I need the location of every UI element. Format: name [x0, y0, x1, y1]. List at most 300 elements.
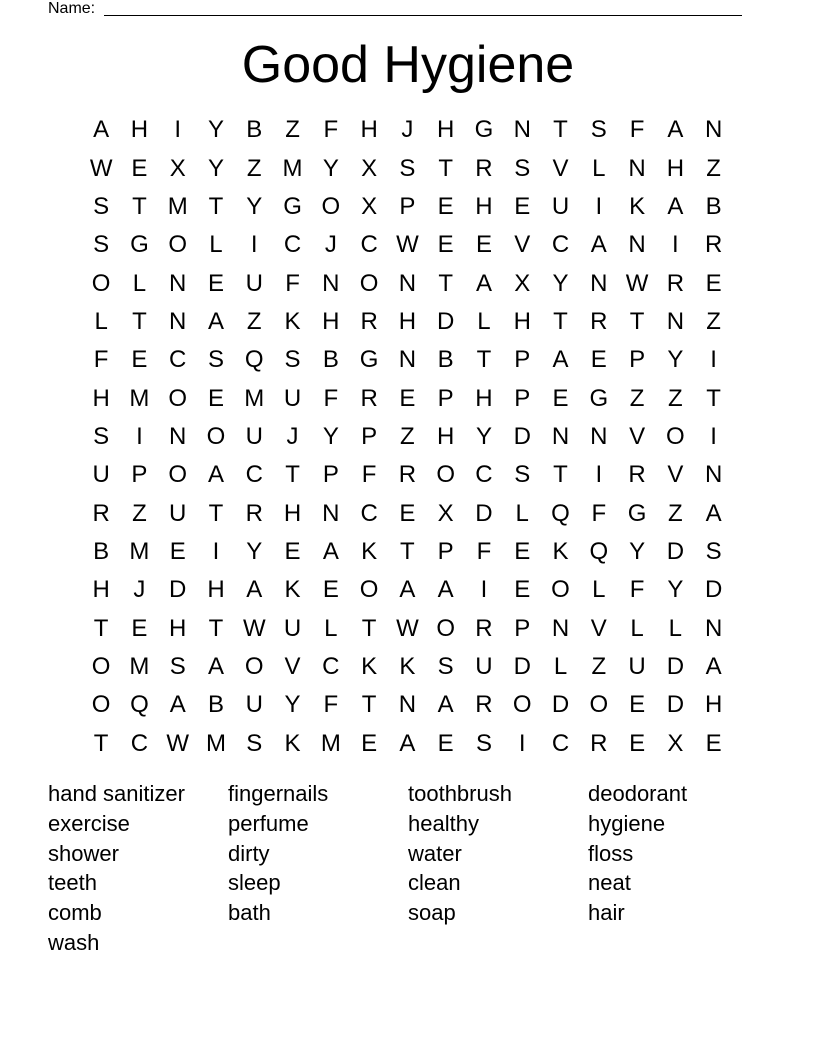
- grid-letter[interactable]: H: [360, 116, 378, 144]
- grid-letter[interactable]: Z: [246, 154, 262, 182]
- grid-letter[interactable]: S: [437, 652, 454, 680]
- grid-letter[interactable]: N: [322, 499, 340, 527]
- grid-letter[interactable]: D: [551, 691, 570, 719]
- grid-letter[interactable]: F: [323, 384, 339, 412]
- grid-letter[interactable]: V: [590, 614, 607, 642]
- grid-row: [82, 264, 733, 302]
- grid-letter[interactable]: R: [475, 154, 493, 182]
- grid-letter[interactable]: K: [629, 192, 646, 220]
- grid-letter[interactable]: A: [552, 346, 569, 374]
- grid-letter[interactable]: N: [590, 422, 608, 450]
- grid-letter[interactable]: B: [93, 537, 110, 565]
- grid-letter[interactable]: O: [666, 422, 685, 450]
- grid-letter[interactable]: F: [591, 499, 607, 527]
- grid-letter[interactable]: M: [129, 537, 150, 565]
- grid-row: [82, 303, 733, 341]
- grid-letter[interactable]: E: [437, 192, 454, 220]
- grid-letter[interactable]: X: [361, 192, 378, 220]
- grid-letter[interactable]: N: [704, 614, 723, 642]
- grid-letter[interactable]: U: [245, 422, 263, 450]
- grid-letter[interactable]: A: [207, 652, 224, 680]
- grid-letter[interactable]: E: [322, 576, 339, 604]
- grid-letter[interactable]: I: [710, 422, 717, 450]
- grid-letter[interactable]: X: [514, 269, 531, 297]
- grid-letter[interactable]: V: [629, 422, 646, 450]
- grid-letter[interactable]: M: [129, 652, 150, 680]
- grid-letter[interactable]: F: [323, 116, 339, 144]
- grid-letter[interactable]: O: [436, 461, 455, 489]
- grid-letter[interactable]: H: [475, 384, 493, 412]
- grid-letter[interactable]: E: [475, 231, 492, 259]
- grid-letter[interactable]: S: [284, 346, 301, 374]
- grid-row: [82, 341, 733, 379]
- grid-letter[interactable]: T: [208, 192, 224, 220]
- grid-letter[interactable]: X: [361, 154, 378, 182]
- grid-letter[interactable]: I: [518, 729, 526, 757]
- grid-letter[interactable]: E: [629, 729, 646, 757]
- grid-letter[interactable]: H: [322, 307, 340, 335]
- grid-letter[interactable]: H: [130, 116, 149, 144]
- grid-letter[interactable]: C: [130, 729, 149, 757]
- grid-letter[interactable]: W: [396, 614, 419, 642]
- grid-letter[interactable]: Y: [552, 269, 569, 297]
- grid-letter[interactable]: P: [514, 614, 531, 642]
- grid-letter[interactable]: C: [551, 231, 570, 259]
- grid-letter[interactable]: R: [360, 307, 378, 335]
- grid-letter[interactable]: L: [209, 231, 223, 259]
- grid-letter[interactable]: O: [359, 576, 379, 604]
- grid-row: [82, 648, 733, 686]
- grid-letter[interactable]: B: [246, 116, 263, 144]
- grid-letter[interactable]: E: [552, 384, 569, 412]
- grid-letter[interactable]: T: [553, 307, 568, 335]
- grid-letter[interactable]: E: [590, 346, 607, 374]
- grid-letter[interactable]: Y: [207, 116, 224, 144]
- grid-letter[interactable]: M: [129, 384, 150, 412]
- grid-letter[interactable]: U: [283, 384, 302, 412]
- grid-letter[interactable]: Y: [207, 154, 224, 182]
- grid-letter[interactable]: R: [360, 384, 378, 412]
- grid-letter[interactable]: H: [169, 614, 187, 642]
- grid-letter[interactable]: N: [398, 269, 417, 297]
- grid-letter[interactable]: C: [283, 231, 302, 259]
- grid-letter[interactable]: M: [167, 192, 188, 220]
- grid-letter[interactable]: T: [361, 691, 377, 719]
- grid-letter[interactable]: E: [361, 729, 378, 757]
- grid-letter[interactable]: U: [628, 652, 646, 680]
- grid-letter[interactable]: P: [322, 461, 339, 489]
- grid-letter[interactable]: O: [168, 231, 188, 259]
- grid-letter[interactable]: T: [400, 537, 415, 565]
- grid-letter[interactable]: B: [207, 691, 224, 719]
- grid-letter[interactable]: T: [285, 461, 300, 489]
- grid-letter[interactable]: A: [590, 231, 607, 259]
- grid-letter[interactable]: U: [169, 499, 187, 527]
- grid-letter[interactable]: K: [361, 652, 378, 680]
- grid-letter[interactable]: H: [704, 691, 723, 719]
- grid-letter[interactable]: O: [551, 576, 570, 604]
- grid-letter[interactable]: P: [437, 537, 454, 565]
- grid-letter[interactable]: O: [244, 652, 264, 680]
- grid-letter[interactable]: S: [475, 729, 492, 757]
- grid-letter[interactable]: T: [553, 116, 568, 144]
- grid-letter[interactable]: S: [590, 116, 607, 144]
- grid-letter[interactable]: D: [169, 576, 187, 604]
- grid-letter[interactable]: J: [133, 576, 146, 604]
- grid-letter[interactable]: A: [399, 729, 416, 757]
- grid-letter[interactable]: U: [245, 691, 263, 719]
- grid-letter[interactable]: N: [628, 231, 646, 259]
- grid-letter[interactable]: A: [667, 192, 684, 220]
- grid-letter[interactable]: E: [207, 384, 224, 412]
- grid-letter[interactable]: H: [666, 154, 685, 182]
- grid-letter[interactable]: S: [93, 422, 110, 450]
- grid-letter[interactable]: Y: [629, 537, 646, 565]
- grid-letter[interactable]: P: [131, 461, 148, 489]
- grid-letter[interactable]: R: [475, 614, 493, 642]
- grid-letter[interactable]: Q: [551, 499, 570, 527]
- grid-letter[interactable]: H: [92, 576, 110, 604]
- grid-letter[interactable]: N: [551, 614, 570, 642]
- grid-letter[interactable]: O: [168, 384, 188, 412]
- grid-letter[interactable]: H: [475, 192, 493, 220]
- grid-letter[interactable]: C: [360, 499, 378, 527]
- grid-letter[interactable]: W: [166, 729, 190, 757]
- grid-letter[interactable]: G: [589, 384, 609, 412]
- grid-letter[interactable]: M: [205, 729, 226, 757]
- grid-letter[interactable]: L: [668, 614, 683, 642]
- grid-letter[interactable]: U: [283, 614, 302, 642]
- grid-letter[interactable]: S: [705, 537, 722, 565]
- grid-letter[interactable]: E: [514, 537, 531, 565]
- grid-letter[interactable]: A: [437, 691, 454, 719]
- grid-letter[interactable]: K: [284, 729, 301, 757]
- grid-letter[interactable]: F: [629, 116, 645, 144]
- grid-letter[interactable]: C: [322, 652, 340, 680]
- word-list-item: perfume: [228, 810, 309, 836]
- grid-letter[interactable]: E: [284, 537, 301, 565]
- grid-letter[interactable]: E: [131, 614, 148, 642]
- grid-letter[interactable]: Y: [667, 346, 684, 374]
- grid-letter[interactable]: Z: [706, 154, 721, 182]
- grid-letter[interactable]: U: [92, 461, 110, 489]
- grid-letter[interactable]: S: [246, 729, 263, 757]
- grid-letter[interactable]: S: [399, 154, 416, 182]
- grid-letter[interactable]: F: [285, 269, 300, 297]
- grid-letter[interactable]: Y: [322, 154, 339, 182]
- grid-letter[interactable]: E: [399, 499, 416, 527]
- name-underline[interactable]: [104, 15, 742, 16]
- grid-letter[interactable]: Z: [706, 307, 721, 335]
- grid-letter[interactable]: R: [398, 461, 417, 489]
- grid-letter[interactable]: C: [551, 729, 570, 757]
- grid-letter[interactable]: O: [589, 691, 609, 719]
- grid-letter[interactable]: J: [324, 231, 337, 259]
- grid-letter[interactable]: Z: [246, 307, 262, 335]
- grid-letter[interactable]: E: [705, 269, 722, 297]
- grid-letter[interactable]: T: [208, 499, 224, 527]
- grid-letter[interactable]: H: [283, 499, 302, 527]
- grid-letter[interactable]: K: [284, 307, 301, 335]
- grid-letter[interactable]: P: [437, 384, 454, 412]
- grid-letter[interactable]: Z: [629, 384, 645, 412]
- grid-letter[interactable]: D: [437, 307, 455, 335]
- grid-letter[interactable]: E: [514, 192, 531, 220]
- grid-letter[interactable]: H: [207, 576, 225, 604]
- grid-letter[interactable]: E: [169, 537, 186, 565]
- grid-letter[interactable]: G: [130, 231, 149, 259]
- grid-letter[interactable]: P: [361, 422, 378, 450]
- grid-letter[interactable]: K: [361, 537, 378, 565]
- grid-letter[interactable]: R: [590, 729, 608, 757]
- grid-letter[interactable]: A: [399, 576, 416, 604]
- grid-letter[interactable]: O: [91, 691, 111, 719]
- word-list-item: hand sanitizer: [48, 781, 185, 806]
- grid-letter[interactable]: I: [174, 116, 182, 144]
- grid-letter[interactable]: G: [359, 346, 379, 374]
- grid-letter[interactable]: X: [169, 154, 186, 182]
- grid-letter[interactable]: N: [169, 307, 187, 335]
- grid-letter[interactable]: D: [513, 422, 531, 450]
- grid-letter[interactable]: L: [324, 614, 338, 642]
- grid-letter[interactable]: J: [401, 116, 414, 144]
- grid-letter[interactable]: Q: [589, 537, 609, 565]
- grid-letter[interactable]: A: [322, 537, 339, 565]
- grid-letter[interactable]: E: [514, 576, 531, 604]
- grid-letter[interactable]: W: [396, 231, 419, 259]
- grid-letter[interactable]: A: [207, 461, 224, 489]
- grid-letter[interactable]: N: [551, 422, 570, 450]
- grid-letter[interactable]: F: [629, 576, 645, 604]
- grid-row: [82, 188, 733, 226]
- grid-letter[interactable]: R: [92, 499, 110, 527]
- grid-letter[interactable]: D: [666, 652, 685, 680]
- grid-letter[interactable]: S: [514, 154, 531, 182]
- grid-letter[interactable]: L: [592, 154, 606, 182]
- grid-letter[interactable]: L: [94, 307, 108, 335]
- grid-letter[interactable]: I: [136, 422, 143, 450]
- grid-letter[interactable]: Z: [132, 499, 147, 527]
- grid-letter[interactable]: N: [398, 346, 417, 374]
- word-list-item: hygiene: [588, 810, 666, 836]
- grid-letter[interactable]: L: [553, 652, 568, 680]
- grid-letter[interactable]: U: [551, 192, 570, 220]
- grid-letter[interactable]: O: [436, 614, 455, 642]
- grid-letter[interactable]: R: [590, 307, 608, 335]
- grid-letter[interactable]: F: [476, 537, 492, 565]
- grid-letter[interactable]: T: [208, 614, 224, 642]
- grid-letter[interactable]: U: [475, 652, 493, 680]
- grid-letter[interactable]: T: [476, 346, 492, 374]
- grid-letter[interactable]: L: [515, 499, 529, 527]
- grid-letter[interactable]: H: [92, 384, 110, 412]
- grid-letter[interactable]: G: [627, 499, 647, 527]
- grid-letter[interactable]: L: [630, 614, 644, 642]
- grid-letter[interactable]: I: [480, 576, 488, 604]
- grid-letter[interactable]: Y: [246, 537, 263, 565]
- grid-letter[interactable]: T: [361, 614, 377, 642]
- grid-letter[interactable]: Z: [591, 652, 607, 680]
- grid-letter[interactable]: T: [93, 614, 109, 642]
- grid-letter[interactable]: D: [666, 691, 685, 719]
- grid-letter[interactable]: H: [437, 116, 455, 144]
- grid-letter[interactable]: O: [91, 652, 111, 680]
- grid-letter[interactable]: N: [398, 691, 417, 719]
- grid-letter[interactable]: R: [704, 231, 723, 259]
- grid-letter[interactable]: S: [93, 192, 110, 220]
- grid-letter[interactable]: Q: [244, 346, 264, 374]
- grid-letter[interactable]: T: [706, 384, 721, 412]
- grid-letter[interactable]: G: [474, 116, 494, 144]
- grid-letter[interactable]: R: [475, 691, 493, 719]
- grid-letter[interactable]: Z: [668, 384, 683, 412]
- grid-letter[interactable]: R: [666, 269, 685, 297]
- grid-letter[interactable]: S: [93, 231, 110, 259]
- grid-letter[interactable]: N: [513, 116, 531, 144]
- grid-letter[interactable]: V: [284, 652, 301, 680]
- grid-letter[interactable]: E: [437, 729, 454, 757]
- grid-letter[interactable]: S: [207, 346, 224, 374]
- grid-letter[interactable]: Y: [475, 422, 492, 450]
- grid-letter[interactable]: Z: [668, 499, 683, 527]
- grid-letter[interactable]: T: [93, 729, 109, 757]
- grid-letter[interactable]: D: [513, 652, 531, 680]
- grid-letter[interactable]: N: [704, 461, 723, 489]
- grid-letter[interactable]: I: [595, 461, 603, 489]
- grid-letter[interactable]: C: [169, 346, 187, 374]
- grid-letter[interactable]: L: [592, 576, 606, 604]
- grid-letter[interactable]: G: [283, 192, 302, 220]
- grid-letter[interactable]: A: [93, 116, 110, 144]
- grid-letter[interactable]: A: [437, 576, 454, 604]
- grid-letter[interactable]: N: [590, 269, 608, 297]
- grid-letter[interactable]: T: [629, 307, 645, 335]
- grid-letter[interactable]: F: [323, 691, 339, 719]
- grid-letter[interactable]: I: [212, 537, 220, 565]
- word-list-item: healthy: [408, 810, 479, 836]
- grid-letter[interactable]: E: [705, 729, 722, 757]
- grid-letter[interactable]: B: [322, 346, 339, 374]
- grid-letter[interactable]: F: [361, 461, 377, 489]
- grid-letter[interactable]: A: [207, 307, 224, 335]
- grid-letter[interactable]: K: [284, 576, 301, 604]
- grid-letter[interactable]: A: [705, 652, 722, 680]
- grid-letter[interactable]: O: [168, 461, 188, 489]
- grid-letter[interactable]: T: [438, 154, 453, 182]
- grid-letter[interactable]: O: [512, 691, 532, 719]
- grid-letter[interactable]: I: [250, 231, 258, 259]
- grid-letter[interactable]: P: [514, 346, 531, 374]
- grid-letter[interactable]: O: [359, 269, 379, 297]
- word-list-item: dirty: [228, 840, 270, 866]
- grid-letter[interactable]: C: [245, 461, 263, 489]
- grid-letter[interactable]: V: [552, 154, 569, 182]
- grid-letter[interactable]: Y: [322, 422, 339, 450]
- grid-letter[interactable]: I: [710, 346, 717, 374]
- grid-letter[interactable]: N: [628, 154, 646, 182]
- grid-letter[interactable]: Y: [246, 192, 263, 220]
- grid-letter[interactable]: X: [437, 499, 454, 527]
- grid-letter[interactable]: U: [245, 269, 263, 297]
- grid-letter[interactable]: A: [246, 576, 263, 604]
- grid-letter[interactable]: T: [553, 461, 568, 489]
- grid-letter[interactable]: P: [399, 192, 416, 220]
- grid-letter[interactable]: S: [169, 652, 186, 680]
- grid-letter[interactable]: M: [244, 384, 265, 412]
- grid-letter[interactable]: W: [89, 154, 113, 182]
- grid-letter[interactable]: O: [206, 422, 226, 450]
- grid-letter[interactable]: D: [475, 499, 493, 527]
- grid-letter[interactable]: Y: [667, 576, 684, 604]
- grid-letter[interactable]: N: [666, 307, 685, 335]
- grid-letter[interactable]: O: [91, 269, 111, 297]
- grid-letter[interactable]: E: [207, 269, 224, 297]
- grid-letter[interactable]: I: [672, 231, 679, 259]
- grid-letter[interactable]: Z: [400, 422, 415, 450]
- grid-letter[interactable]: N: [169, 269, 187, 297]
- grid-letter[interactable]: C: [475, 461, 493, 489]
- grid-letter[interactable]: A: [169, 691, 186, 719]
- grid-letter[interactable]: H: [398, 307, 417, 335]
- grid-letter[interactable]: M: [320, 729, 341, 757]
- grid-letter[interactable]: E: [437, 231, 454, 259]
- grid-letter[interactable]: D: [666, 537, 685, 565]
- grid-letter[interactable]: A: [475, 269, 492, 297]
- grid-letter[interactable]: E: [131, 346, 148, 374]
- grid-letter[interactable]: H: [437, 422, 455, 450]
- grid-letter[interactable]: S: [514, 461, 531, 489]
- grid-letter[interactable]: T: [132, 307, 147, 335]
- grid-letter[interactable]: F: [93, 346, 109, 374]
- grid-letter[interactable]: N: [169, 422, 187, 450]
- grid-letter[interactable]: T: [132, 192, 147, 220]
- grid-letter[interactable]: N: [322, 269, 340, 297]
- grid-letter[interactable]: J: [286, 422, 299, 450]
- grid-letter[interactable]: W: [625, 269, 649, 297]
- grid-letter[interactable]: A: [705, 499, 722, 527]
- grid-letter[interactable]: E: [131, 154, 148, 182]
- grid-letter[interactable]: Y: [284, 691, 301, 719]
- grid-letter[interactable]: R: [245, 499, 263, 527]
- grid-letter[interactable]: I: [595, 192, 603, 220]
- grid-letter[interactable]: L: [477, 307, 491, 335]
- grid-letter[interactable]: K: [399, 652, 416, 680]
- grid-letter[interactable]: T: [438, 269, 453, 297]
- grid-letter[interactable]: L: [132, 269, 147, 297]
- grid-letter[interactable]: V: [667, 461, 684, 489]
- grid-letter[interactable]: Z: [285, 116, 300, 144]
- grid-letter[interactable]: V: [514, 231, 531, 259]
- grid-letter[interactable]: K: [552, 537, 569, 565]
- grid-letter[interactable]: A: [667, 116, 684, 144]
- grid-letter[interactable]: R: [628, 461, 646, 489]
- grid-letter[interactable]: D: [704, 576, 723, 604]
- grid-letter[interactable]: C: [360, 231, 378, 259]
- grid-letter[interactable]: P: [629, 346, 646, 374]
- grid-letter[interactable]: B: [705, 192, 722, 220]
- grid-letter[interactable]: O: [321, 192, 341, 220]
- grid-letter[interactable]: X: [667, 729, 684, 757]
- grid-letter[interactable]: B: [437, 346, 454, 374]
- grid-letter[interactable]: H: [513, 307, 531, 335]
- grid-letter[interactable]: P: [514, 384, 531, 412]
- grid-letter[interactable]: N: [704, 116, 723, 144]
- grid-letter[interactable]: E: [399, 384, 416, 412]
- grid-letter[interactable]: M: [282, 154, 303, 182]
- grid-letter[interactable]: E: [629, 691, 646, 719]
- grid-letter[interactable]: Q: [130, 691, 149, 719]
- grid-letter[interactable]: W: [242, 614, 266, 642]
